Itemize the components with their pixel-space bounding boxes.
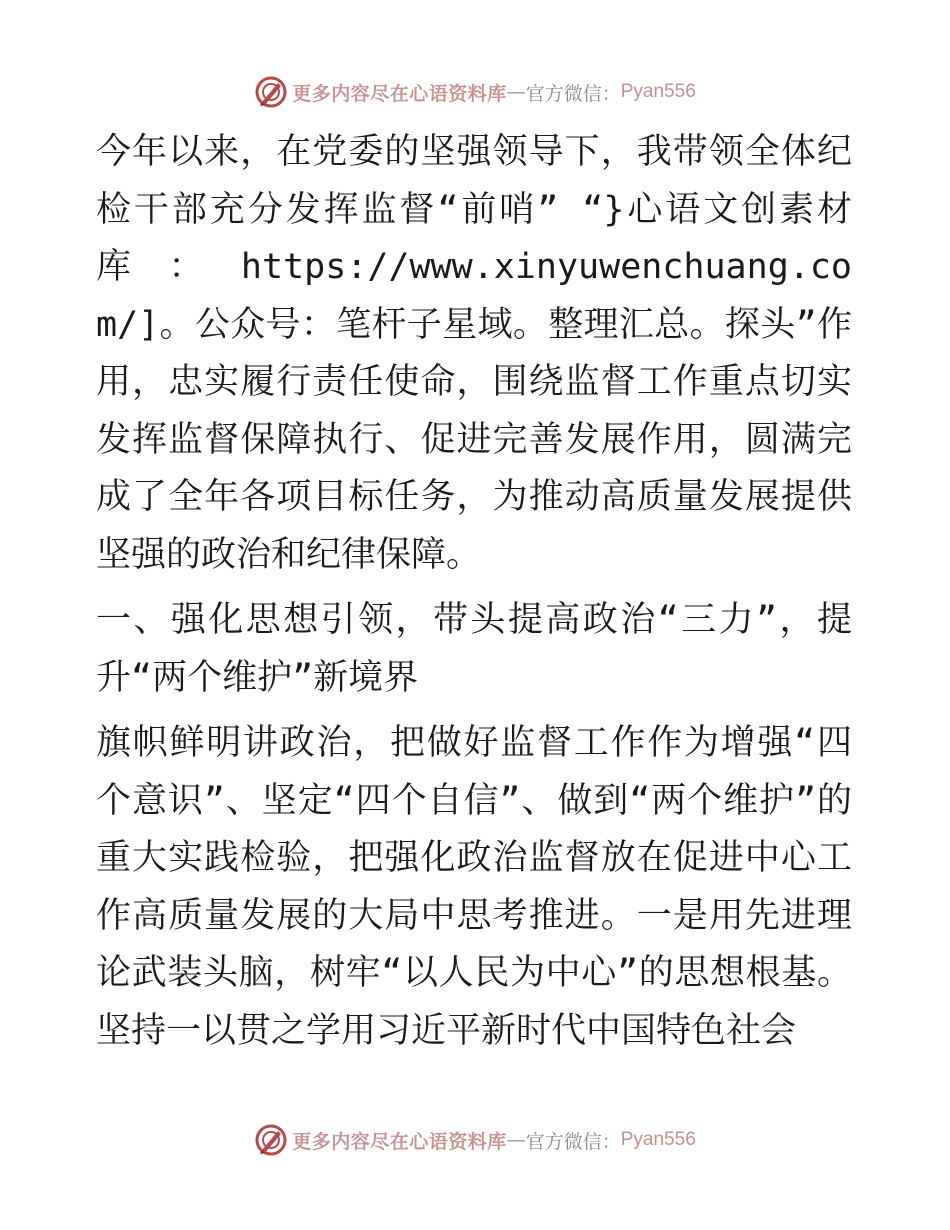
footer-banner	[0, 1120, 950, 1160]
footer-official-label: 官方微信：	[525, 1130, 621, 1153]
document-body	[96, 124, 852, 1060]
header-wechat-id: Pyan556	[620, 81, 696, 102]
footer-wechat-id: Pyan556	[620, 1129, 696, 1150]
paragraph-intro: 今年以来，在党委的坚强领导下，我带领全体纪检干部充分发挥监督“前哨” “}心语文创素材库：https://www.xinyuwenchuang.com/]。公众号：笔杆子星域。整理汇总。探头”作用，忠实履行责任使命，围绕监督工作重点切实发挥监督保障执行、促进完善发展作用，圆满完成了全年各项目标任务，为推动高质量发展提供坚强的政治和纪律保障。	[96, 132, 852, 575]
brand-logo-icon	[254, 75, 288, 109]
header-official-label: 官方微信：	[525, 82, 621, 105]
section-heading-1: 一、强化思想引领，带头提高政治“三力”，提升“两个维护”新境界	[96, 600, 852, 698]
footer-brand-text: 更多内容尽在心语资料库	[292, 1130, 507, 1153]
paragraph-section-1: 旗帜鲜明讲政治，把做好监督工作作为增强“四个意识”、坚定“四个自信”、做到“两个维护”的重大实践检验，把强化政治监督放在促进中心工作高质量发展的大局中思考推进。一是用先进理论武装头脑，树牢“以人民为中心”的思想根基。坚持一以贯之学用习近平新时代中国特色社会	[96, 723, 852, 1051]
brand-logo-icon	[254, 1123, 288, 1157]
footer-dash: —	[506, 1129, 526, 1151]
header-banner	[0, 72, 950, 112]
header-brand-text: 更多内容尽在心语资料库	[292, 82, 507, 105]
header-dash: —	[506, 81, 526, 103]
